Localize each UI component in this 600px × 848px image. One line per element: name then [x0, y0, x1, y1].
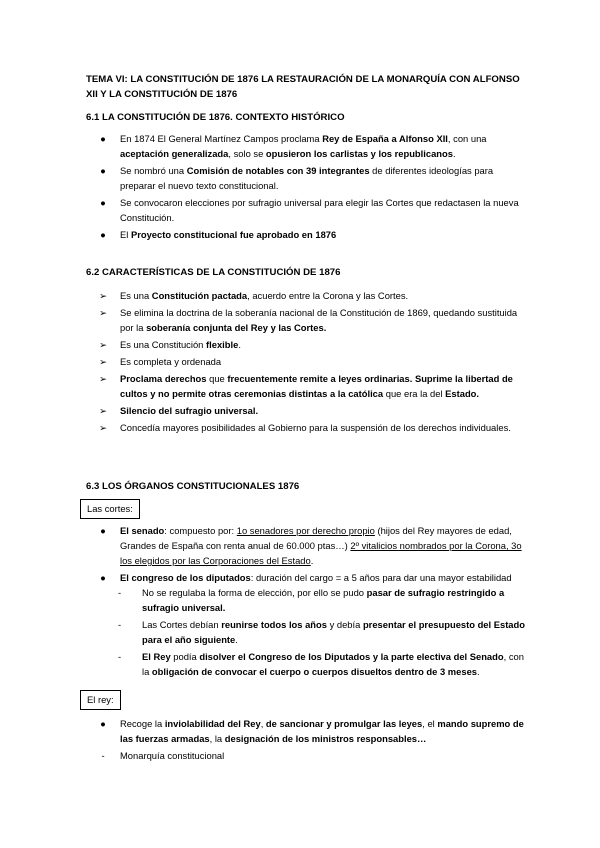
- bullet-icon: ●: [100, 572, 106, 583]
- dash-icon: -: [118, 587, 122, 598]
- sub-list-item: - El Rey podía disolver el Congreso de los Diputados y la parte electiva del Senado, con la obligación de convocar el cuerpo o cuerpos disueltos dentro de 3 meses.: [118, 651, 524, 677]
- list-item: ● Recoge la inviolabilidad del Rey, de sancionar y promulgar las leyes, el mando supremo de las fuerzas armadas, la designación de los ministros responsables…: [86, 716, 526, 746]
- sub-list-item: - No se regulaba la forma de elección, por ello se pudo pasar de sufragio restringido a sufragio universal.: [118, 587, 505, 613]
- congreso-sublist: [86, 585, 526, 679]
- list-item: ➢ Silencio del sufragio universal.: [86, 403, 526, 418]
- arrow-bullet-icon: ➢: [99, 307, 107, 318]
- section-6-1-heading: 6.1 LA CONSTITUCIÓN DE 1876. CONTEXTO HISTÓRICO: [86, 112, 345, 123]
- list-item: ➢ Es completa y ordenada: [86, 354, 526, 369]
- sub-list-item: - Las Cortes debían reunirse todos los años y debía presentar el presupuesto del Estado para el año siguiente.: [118, 619, 525, 645]
- section-6-3-list: [86, 523, 526, 681]
- arrow-bullet-icon: ➢: [99, 356, 107, 367]
- section-6-1-list: [86, 131, 526, 244]
- cortes-label-box: Las cortes:: [80, 499, 140, 519]
- arrow-bullet-icon: ➢: [99, 373, 107, 384]
- bullet-icon: ●: [100, 718, 106, 729]
- bullet-icon: ●: [100, 133, 106, 144]
- section-6-2-heading: 6.2 CARACTERÍSTICAS DE LA CONSTITUCIÓN DE 1876: [86, 267, 341, 278]
- arrow-bullet-icon: ➢: [99, 339, 107, 350]
- list-item: ● En 1874 El General Martínez Campos proclama Rey de España a Alfonso XII, con una aceptación generalizada, solo se opusieron los carlistas y los republicanos.: [86, 131, 526, 161]
- document-title: TEMA VI: LA CONSTITUCIÓN DE 1876 LA RESTAURACIÓN DE LA MONARQUÍA CON ALFONSO XII Y LA CONSTITUCIÓN DE 1876: [86, 74, 520, 100]
- bullet-icon: ●: [100, 165, 106, 176]
- arrow-bullet-icon: ➢: [99, 422, 107, 433]
- bullet-icon: ●: [100, 229, 106, 240]
- bullet-icon: ●: [100, 197, 106, 208]
- list-item: ➢ Proclama derechos que frecuentemente remite a leyes ordinarias. Suprime la libertad de cultos y no permite otras ceremonias distintas a la católica que era la del Estado.: [86, 371, 526, 401]
- dash-icon: -: [118, 619, 122, 630]
- dash-icon: -: [118, 651, 122, 662]
- list-item: ● Se convocaron elecciones por sufragio universal para elegir las Cortes que redactasen la nueva Constitución.: [86, 195, 526, 225]
- list-item: ● El senado: compuesto por: 1o senadores por derecho propio (hijos del Rey mayores de edad, Grandes de España con renta anual de 60.000 ptas…) 2º vitalicios nombrados por la Corona, 3o los elegidos por las Corporaciones del Estado.: [86, 523, 526, 568]
- dash-icon: -: [101, 750, 105, 761]
- list-item: ● Se nombró una Comisión de notables con 39 integrantes de diferentes ideologías para preparar el nuevo texto constitucional.: [86, 163, 526, 193]
- bullet-icon: ●: [100, 525, 106, 536]
- rey-list: [86, 716, 526, 765]
- rey-label-box: El rey:: [80, 690, 121, 710]
- list-item: ➢ Concedía mayores posibilidades al Gobierno para la suspensión de los derechos individuales.: [86, 420, 526, 435]
- list-item: ➢ Se elimina la doctrina de la soberanía nacional de la Constitución de 1869, quedando sustituida por la soberanía conjunta del Rey y las Cortes.: [86, 305, 526, 335]
- arrow-bullet-icon: ➢: [99, 290, 107, 301]
- list-item: ● El congreso de los diputados: duración del cargo = a 5 años para dar una mayor estabilidad - No se regulaba la forma de elección, por ello se pudo pasar de sufragio restringido a sufragio universal. - Las Cortes debían reunirse todos los años y debía presentar el presupuesto del Estado para el año siguiente. - El Rey podía disolver el Congreso de los Diputados y la parte electiva del Senado, con la obligación de convocar el cuerpo o cuerpos disueltos dentro de 3 meses.: [86, 570, 526, 679]
- section-6-3-heading: 6.3 LOS ÓRGANOS CONSTITUCIONALES 1876: [86, 481, 300, 492]
- list-item: ➢ Es una Constitución pactada, acuerdo entre la Corona y las Cortes.: [86, 288, 526, 303]
- list-item: - Monarquía constitucional: [86, 748, 526, 763]
- list-item: ● El Proyecto constitucional fue aprobado en 1876: [86, 227, 526, 242]
- section-6-2-list: [86, 288, 526, 437]
- list-item: ➢ Es una Constitución flexible.: [86, 337, 526, 352]
- arrow-bullet-icon: ➢: [99, 405, 107, 416]
